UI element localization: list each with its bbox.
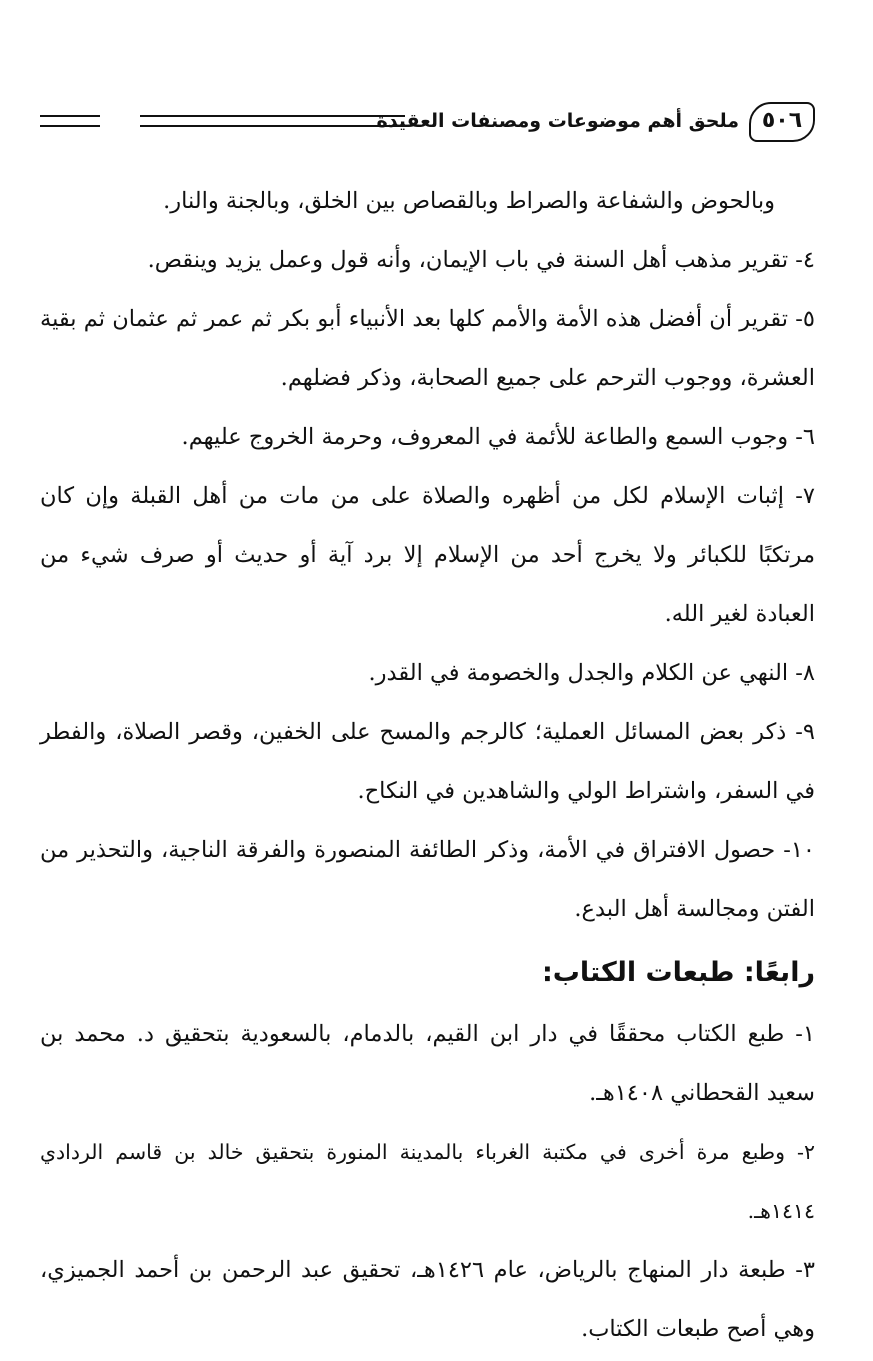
list-item (40, 1241, 815, 1359)
list-item (40, 1005, 815, 1123)
item-text: طبعة دار المنهاج بالرياض، عام ١٤٢٦هـ، تحقيق عبد الرحمن بن أحمد الجميزي، وهي أصح طبعات الكتاب. (40, 1257, 815, 1342)
list-item (40, 644, 815, 703)
item-number: ٢- (785, 1140, 815, 1164)
item-text: ذكر بعض المسائل العملية؛ كالرجم والمسح على الخفين، وقصر الصلاة، والفطر في السفر، واشتراط الولي والشاهدين في النكاح. (40, 719, 815, 804)
item-number: ٣- (785, 1257, 815, 1283)
item-number: ٥- (788, 306, 815, 332)
header-rule-left (40, 115, 100, 127)
running-title: ملحق أهم موضوعات ومصنفات العقيدة (376, 110, 739, 132)
list-item (40, 290, 815, 408)
page-body (40, 172, 815, 1359)
list-item (40, 1123, 815, 1241)
list-item (40, 467, 815, 644)
item-number: ١٠- (775, 837, 815, 863)
item-text: النهي عن الكلام والجدل والخصومة في القدر. (368, 660, 789, 686)
item-text: وبالحوض والشفاعة والصراط وبالقصاص بين الخلق، وبالجنة والنار. (163, 188, 775, 214)
item-text: طبع الكتاب محققًا في دار ابن القيم، بالدمام، بالسعودية بتحقيق د. محمد بن سعيد القحطاني ١٤٠٨هـ. (40, 1021, 815, 1106)
item-text: وطبع مرة أخرى في مكتبة الغرباء بالمدينة المنورة بتحقيق خالد بن قاسم الردادي ١٤١٤هـ. (40, 1140, 815, 1223)
page-header (40, 102, 815, 144)
list-item (40, 703, 815, 821)
item-text: تقرير مذهب أهل السنة في باب الإيمان، وأنه قول وعمل يزيد وينقص. (147, 247, 789, 273)
item-text: حصول الافتراق في الأمة، وذكر الطائفة المنصورة والفرقة الناجية، والتحذير من الفتن ومجالسة أهل البدع. (40, 837, 815, 922)
list-item (40, 231, 815, 290)
item-number: ١- (784, 1021, 815, 1047)
item-number: ٩- (786, 719, 815, 745)
item-number: ٧- (784, 483, 815, 509)
item-text: تقرير أن أفضل هذه الأمة والأمم كلها بعد الأنبياء أبو بكر ثم عمر ثم عثمان ثم بقية العشرة، ووجوب الترحم على جميع الصحابة، وذكر فضلهم. (40, 306, 815, 391)
item-number: ٦- (788, 424, 815, 450)
header-rule-middle (140, 115, 405, 127)
item-number: ٤- (788, 247, 815, 273)
page-number: ٥٠٦ (749, 102, 815, 142)
section-heading: رابعًا: طبعات الكتاب: (541, 957, 815, 988)
item-text: إثبات الإسلام لكل من أظهره والصلاة على من مات من أهل القبلة وإن كان مرتكبًا للكبائر ولا يخرج أحد من الإسلام إلا برد آية أو حديث أو صرف شيء من العبادة لغير الله. (40, 483, 815, 627)
item-number: ٨- (788, 660, 815, 686)
list-item (40, 172, 815, 231)
list-item (40, 408, 815, 467)
list-item (40, 821, 815, 939)
item-text: وجوب السمع والطاعة للأئمة في المعروف، وحرمة الخروج عليهم. (181, 424, 789, 450)
